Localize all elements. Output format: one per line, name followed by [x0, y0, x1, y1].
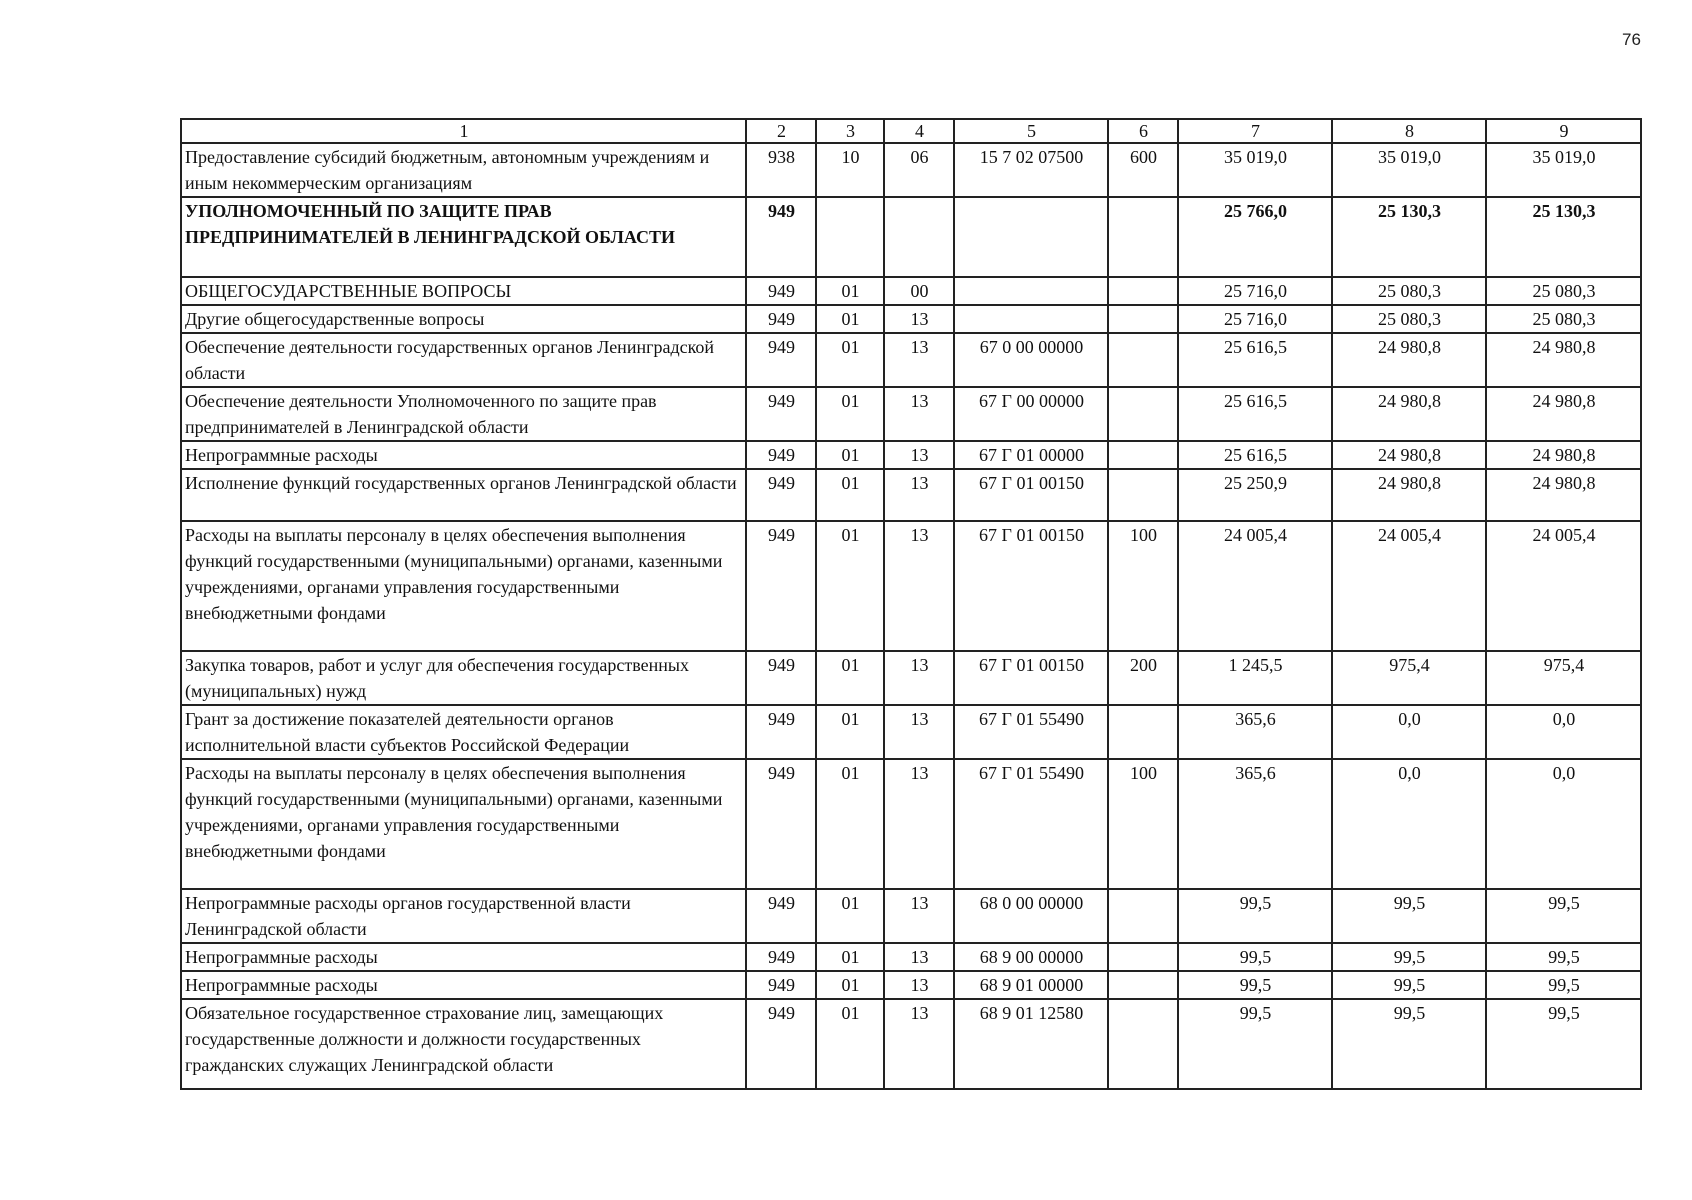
table-row [181, 333, 1641, 387]
row-subsection-cell: 13 [884, 999, 954, 1089]
row-expense-type-cell [1108, 999, 1178, 1089]
row-name-cell: Обеспечение деятельности Уполномоченного по защите прав предпринимателей в Ленинградской области [181, 387, 746, 441]
row-section-cell: 01 [816, 705, 884, 759]
row-section-cell: 01 [816, 305, 884, 333]
row-expense-type-cell [1108, 705, 1178, 759]
row-amount-year1-cell: 99,5 [1178, 971, 1332, 999]
row-target-article-cell: 67 Г 01 00150 [954, 651, 1108, 705]
row-amount-year3-cell: 975,4 [1486, 651, 1641, 705]
row-subsection-cell: 13 [884, 889, 954, 943]
row-name-cell: УПОЛНОМОЧЕННЫЙ ПО ЗАЩИТЕ ПРАВ ПРЕДПРИНИМАТЕЛЕЙ В ЛЕНИНГРАДСКОЙ ОБЛАСТИ [181, 197, 746, 277]
row-amount-year1-cell: 1 245,5 [1178, 651, 1332, 705]
row-amount-year2-cell: 99,5 [1332, 889, 1486, 943]
row-chapter-cell: 949 [746, 387, 816, 441]
table-row [181, 197, 1641, 277]
row-amount-year2-cell: 99,5 [1332, 999, 1486, 1089]
row-amount-year2-cell: 24 980,8 [1332, 387, 1486, 441]
budget-table-body [181, 119, 1641, 1089]
row-target-article-cell: 15 7 02 07500 [954, 143, 1108, 197]
row-section-cell: 01 [816, 277, 884, 305]
row-amount-year1-cell: 35 019,0 [1178, 143, 1332, 197]
row-expense-type-cell [1108, 943, 1178, 971]
row-section-cell: 10 [816, 143, 884, 197]
row-expense-type-cell [1108, 333, 1178, 387]
row-amount-year3-cell: 24 980,8 [1486, 333, 1641, 387]
row-name-cell: Расходы на выплаты персоналу в целях обеспечения выполнения функций государственными (муниципальными) органами, казенными учреждениями, органами управления государственными внебюджетными фондами [181, 521, 746, 651]
row-amount-year3-cell: 0,0 [1486, 705, 1641, 759]
row-chapter-cell: 949 [746, 999, 816, 1089]
table-row [181, 651, 1641, 705]
row-amount-year1-cell: 99,5 [1178, 943, 1332, 971]
row-section-cell: 01 [816, 441, 884, 469]
row-name-cell: Обязательное государственное страхование лиц, замещающих государственные должности и должности государственных гражданских служащих Ленинградской области [181, 999, 746, 1089]
row-subsection-cell: 13 [884, 943, 954, 971]
table-row [181, 143, 1641, 197]
row-target-article-cell: 68 9 01 12580 [954, 999, 1108, 1089]
row-section-cell: 01 [816, 943, 884, 971]
row-expense-type-cell [1108, 971, 1178, 999]
row-expense-type-cell [1108, 387, 1178, 441]
row-expense-type-cell [1108, 469, 1178, 521]
header-cell-8: 8 [1332, 119, 1486, 143]
row-amount-year2-cell: 24 980,8 [1332, 333, 1486, 387]
row-chapter-cell: 949 [746, 759, 816, 889]
header-cell-9: 9 [1486, 119, 1641, 143]
row-target-article-cell: 67 Г 01 00000 [954, 441, 1108, 469]
header-cell-5: 5 [954, 119, 1108, 143]
row-amount-year1-cell: 25 616,5 [1178, 387, 1332, 441]
row-name-cell: Исполнение функций государственных органов Ленинградской области [181, 469, 746, 521]
row-amount-year1-cell: 365,6 [1178, 759, 1332, 889]
row-section-cell: 01 [816, 999, 884, 1089]
row-target-article-cell [954, 305, 1108, 333]
row-amount-year3-cell: 24 980,8 [1486, 441, 1641, 469]
row-target-article-cell: 67 Г 01 00150 [954, 521, 1108, 651]
row-subsection-cell: 13 [884, 333, 954, 387]
table-row [181, 971, 1641, 999]
table-row [181, 277, 1641, 305]
row-target-article-cell: 67 Г 01 55490 [954, 759, 1108, 889]
row-amount-year2-cell: 25 080,3 [1332, 305, 1486, 333]
row-name-cell: Обеспечение деятельности государственных органов Ленинградской области [181, 333, 746, 387]
row-section-cell: 01 [816, 387, 884, 441]
row-amount-year2-cell: 35 019,0 [1332, 143, 1486, 197]
row-amount-year3-cell: 24 005,4 [1486, 521, 1641, 651]
row-amount-year3-cell: 99,5 [1486, 971, 1641, 999]
row-amount-year2-cell: 25 130,3 [1332, 197, 1486, 277]
row-amount-year3-cell: 35 019,0 [1486, 143, 1641, 197]
row-amount-year1-cell: 25 716,0 [1178, 305, 1332, 333]
row-target-article-cell: 67 Г 01 00150 [954, 469, 1108, 521]
row-chapter-cell: 949 [746, 333, 816, 387]
row-amount-year3-cell: 99,5 [1486, 999, 1641, 1089]
row-subsection-cell [884, 197, 954, 277]
row-subsection-cell: 06 [884, 143, 954, 197]
table-row [181, 759, 1641, 889]
budget-table [180, 118, 1642, 1090]
row-subsection-cell: 13 [884, 651, 954, 705]
row-target-article-cell: 68 0 00 00000 [954, 889, 1108, 943]
row-chapter-cell: 938 [746, 143, 816, 197]
row-section-cell: 01 [816, 759, 884, 889]
table-row [181, 387, 1641, 441]
row-name-cell: Непрограммные расходы органов государственной власти Ленинградской области [181, 889, 746, 943]
header-cell-3: 3 [816, 119, 884, 143]
row-expense-type-cell [1108, 889, 1178, 943]
row-amount-year1-cell: 24 005,4 [1178, 521, 1332, 651]
row-subsection-cell: 13 [884, 521, 954, 651]
header-cell-1: 1 [181, 119, 746, 143]
row-amount-year2-cell: 99,5 [1332, 971, 1486, 999]
row-chapter-cell: 949 [746, 469, 816, 521]
row-amount-year3-cell: 99,5 [1486, 943, 1641, 971]
row-expense-type-cell [1108, 277, 1178, 305]
table-row [181, 521, 1641, 651]
table-row [181, 705, 1641, 759]
row-amount-year3-cell: 0,0 [1486, 759, 1641, 889]
row-section-cell: 01 [816, 651, 884, 705]
row-chapter-cell: 949 [746, 971, 816, 999]
row-subsection-cell: 13 [884, 305, 954, 333]
header-cell-6: 6 [1108, 119, 1178, 143]
row-expense-type-cell: 600 [1108, 143, 1178, 197]
row-expense-type-cell: 200 [1108, 651, 1178, 705]
row-subsection-cell: 13 [884, 469, 954, 521]
table-row [181, 999, 1641, 1089]
row-name-cell: Другие общегосударственные вопросы [181, 305, 746, 333]
row-name-cell: Предоставление субсидий бюджетным, автономным учреждениям и иным некоммерческим организациям [181, 143, 746, 197]
row-name-cell: Непрограммные расходы [181, 943, 746, 971]
row-subsection-cell: 13 [884, 705, 954, 759]
row-subsection-cell: 00 [884, 277, 954, 305]
row-target-article-cell: 68 9 00 00000 [954, 943, 1108, 971]
row-amount-year1-cell: 25 716,0 [1178, 277, 1332, 305]
row-amount-year3-cell: 99,5 [1486, 889, 1641, 943]
row-subsection-cell: 13 [884, 387, 954, 441]
row-amount-year2-cell: 975,4 [1332, 651, 1486, 705]
row-section-cell: 01 [816, 971, 884, 999]
table-row [181, 943, 1641, 971]
row-amount-year1-cell: 365,6 [1178, 705, 1332, 759]
row-chapter-cell: 949 [746, 197, 816, 277]
header-cell-7: 7 [1178, 119, 1332, 143]
row-expense-type-cell [1108, 305, 1178, 333]
row-amount-year2-cell: 0,0 [1332, 705, 1486, 759]
row-subsection-cell: 13 [884, 441, 954, 469]
row-chapter-cell: 949 [746, 943, 816, 971]
row-target-article-cell: 67 0 00 00000 [954, 333, 1108, 387]
row-target-article-cell [954, 197, 1108, 277]
row-subsection-cell: 13 [884, 971, 954, 999]
row-amount-year1-cell: 25 616,5 [1178, 333, 1332, 387]
row-amount-year2-cell: 24 980,8 [1332, 469, 1486, 521]
row-section-cell: 01 [816, 469, 884, 521]
row-amount-year1-cell: 99,5 [1178, 889, 1332, 943]
row-amount-year2-cell: 0,0 [1332, 759, 1486, 889]
row-amount-year2-cell: 25 080,3 [1332, 277, 1486, 305]
row-chapter-cell: 949 [746, 277, 816, 305]
row-target-article-cell: 67 Г 01 55490 [954, 705, 1108, 759]
row-amount-year2-cell: 24 980,8 [1332, 441, 1486, 469]
row-chapter-cell: 949 [746, 889, 816, 943]
row-subsection-cell: 13 [884, 759, 954, 889]
table-row [181, 305, 1641, 333]
row-amount-year1-cell: 25 616,5 [1178, 441, 1332, 469]
table-header-row [181, 119, 1641, 143]
row-name-cell: Грант за достижение показателей деятельности органов исполнительной власти субъектов Российской Федерации [181, 705, 746, 759]
row-expense-type-cell [1108, 197, 1178, 277]
row-amount-year1-cell: 99,5 [1178, 999, 1332, 1089]
header-cell-4: 4 [884, 119, 954, 143]
row-chapter-cell: 949 [746, 441, 816, 469]
row-section-cell: 01 [816, 521, 884, 651]
row-amount-year2-cell: 24 005,4 [1332, 521, 1486, 651]
row-section-cell [816, 197, 884, 277]
row-name-cell: Непрограммные расходы [181, 971, 746, 999]
row-target-article-cell [954, 277, 1108, 305]
row-chapter-cell: 949 [746, 705, 816, 759]
row-section-cell: 01 [816, 333, 884, 387]
row-section-cell: 01 [816, 889, 884, 943]
row-amount-year3-cell: 25 080,3 [1486, 277, 1641, 305]
row-chapter-cell: 949 [746, 305, 816, 333]
row-amount-year3-cell: 25 130,3 [1486, 197, 1641, 277]
row-name-cell: Расходы на выплаты персоналу в целях обеспечения выполнения функций государственными (муниципальными) органами, казенными учреждениями, органами управления государственными внебюджетными фондами [181, 759, 746, 889]
row-name-cell: Непрограммные расходы [181, 441, 746, 469]
page-number: 76 [1622, 30, 1641, 49]
row-amount-year3-cell: 24 980,8 [1486, 387, 1641, 441]
table-row [181, 889, 1641, 943]
row-expense-type-cell [1108, 441, 1178, 469]
row-amount-year1-cell: 25 250,9 [1178, 469, 1332, 521]
row-target-article-cell: 67 Г 00 00000 [954, 387, 1108, 441]
row-amount-year2-cell: 99,5 [1332, 943, 1486, 971]
row-chapter-cell: 949 [746, 651, 816, 705]
row-name-cell: ОБЩЕГОСУДАРСТВЕННЫЕ ВОПРОСЫ [181, 277, 746, 305]
row-chapter-cell: 949 [746, 521, 816, 651]
row-expense-type-cell: 100 [1108, 521, 1178, 651]
row-amount-year1-cell: 25 766,0 [1178, 197, 1332, 277]
table-row [181, 441, 1641, 469]
row-amount-year3-cell: 24 980,8 [1486, 469, 1641, 521]
table-row [181, 469, 1641, 521]
row-amount-year3-cell: 25 080,3 [1486, 305, 1641, 333]
row-name-cell: Закупка товаров, работ и услуг для обеспечения государственных (муниципальных) нужд [181, 651, 746, 705]
row-expense-type-cell: 100 [1108, 759, 1178, 889]
header-cell-2: 2 [746, 119, 816, 143]
row-target-article-cell: 68 9 01 00000 [954, 971, 1108, 999]
